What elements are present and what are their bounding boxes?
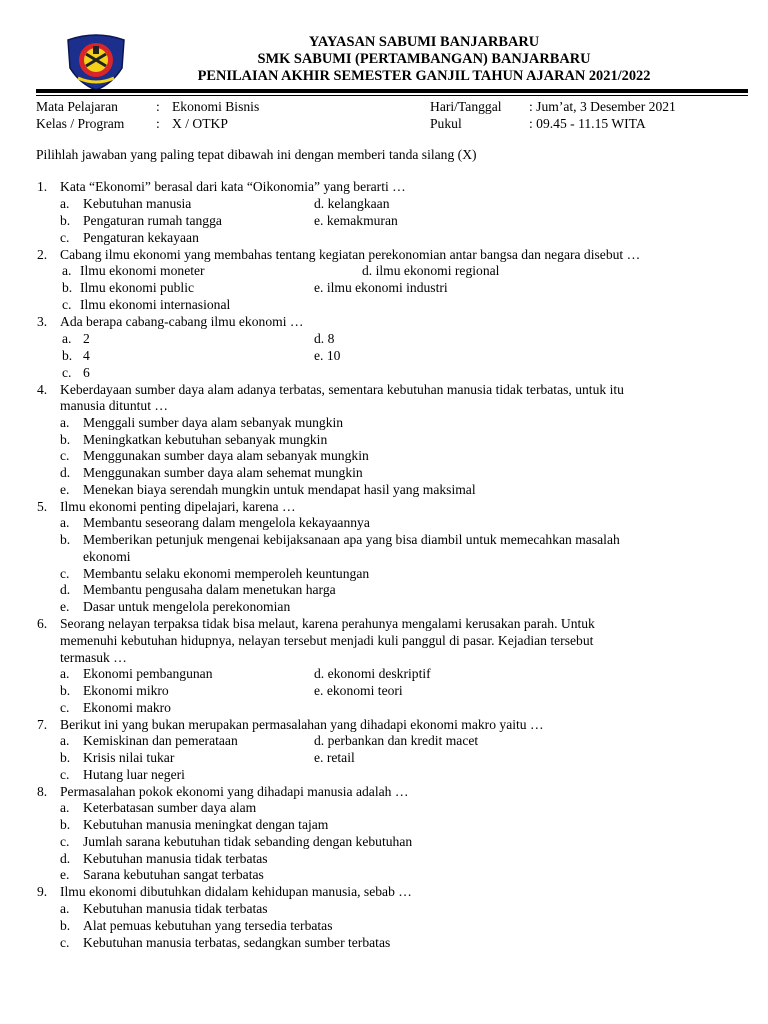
question-number: 4. xyxy=(37,382,48,397)
option-text: Dasar untuk mengelola perekonomian xyxy=(83,599,291,614)
option-text: Kemiskinan dan pemerataan xyxy=(83,733,238,748)
option-letter: b. xyxy=(60,213,71,228)
option-right: d. perbankan dan kredit macet xyxy=(314,733,479,748)
question-text: Cabang ilmu ekonomi yang membahas tentang kegiatan perekonomian antar bangsa dan negara disebut … xyxy=(60,247,641,262)
option-letter: a. xyxy=(60,800,70,815)
option-right: e. 10 xyxy=(314,348,341,363)
question-text: Ilmu ekonomi dibutuhkan didalam kehidupan manusia, sebab … xyxy=(60,884,412,899)
option-text: Sarana kebutuhan sangat terbatas xyxy=(83,867,264,882)
option-letter: c. xyxy=(60,834,70,849)
option-text: Keterbatasan sumber daya alam xyxy=(83,800,257,815)
option-letter: d. xyxy=(60,582,71,597)
option-right: e. kemakmuran xyxy=(314,213,398,228)
option-text: Hutang luar negeri xyxy=(83,767,185,782)
option-text: 4 xyxy=(83,348,90,363)
question-text: memenuhi kebutuhan hidupnya, nelayan tersebut menjadi kuli panggul di pasar. Kejadian tersebut xyxy=(60,633,594,648)
option-text: Ekonomi pembangunan xyxy=(83,666,213,681)
option-text: Kebutuhan manusia terbatas, sedangkan sumber terbatas xyxy=(83,935,391,950)
option-letter: a. xyxy=(60,196,70,211)
option-text: Meningkatkan kebutuhan sebanyak mungkin xyxy=(83,432,328,447)
option-right: d. kelangkaan xyxy=(314,196,390,211)
header-rule-thin xyxy=(36,95,748,96)
question-number: 3. xyxy=(37,314,48,329)
option-letter: b. xyxy=(62,280,73,295)
option-letter: a. xyxy=(60,733,70,748)
option-letter: c. xyxy=(60,230,70,245)
date-label: Hari/Tanggal xyxy=(430,99,502,114)
option-letter: e. xyxy=(60,867,70,882)
question-text: Kata “Ekonomi” berasal dari kata “Oikonomia” yang berarti … xyxy=(60,179,406,194)
question-text: Berikut ini yang bukan merupakan permasalahan yang dihadapi ekonomi makro yaitu … xyxy=(60,717,544,732)
option-text: Ekonomi makro xyxy=(83,700,171,715)
option-text: Membantu pengusaha dalam menetukan harga xyxy=(83,582,336,597)
option-text: Ekonomi mikro xyxy=(83,683,169,698)
class-label: Kelas / Program xyxy=(36,116,125,131)
question-text: termasuk … xyxy=(60,650,127,665)
option-text: Menggunakan sumber daya alam sehemat mungkin xyxy=(83,465,363,480)
option-text: Membantu seseorang dalam mengelola kekayaannya xyxy=(83,515,370,530)
option-letter: e. xyxy=(60,599,70,614)
option-letter: b. xyxy=(60,750,71,765)
option-text: ekonomi xyxy=(83,549,131,564)
instruction-text: Pilihlah jawaban yang paling tepat dibawah ini dengan memberi tanda silang (X) xyxy=(36,147,477,162)
question-number: 7. xyxy=(37,717,48,732)
option-text: Jumlah sarana kebutuhan tidak sebanding dengan kebutuhan xyxy=(83,834,413,849)
option-text: Kebutuhan manusia meningkat dengan tajam xyxy=(83,817,329,832)
class-value: X / OTKP xyxy=(172,116,228,131)
question-text: Ada berapa cabang-cabang ilmu ekonomi … xyxy=(60,314,304,329)
question-number: 6. xyxy=(37,616,48,631)
option-letter: b. xyxy=(60,817,71,832)
option-text: Ilmu ekonomi moneter xyxy=(80,263,205,278)
subject-value: Ekonomi Bisnis xyxy=(172,99,260,114)
option-letter: c. xyxy=(62,365,72,380)
question-number: 2. xyxy=(37,247,48,262)
option-text: Memberikan petunjuk mengenai kebijaksanaan apa yang bisa diambil untuk memecahkan masalah xyxy=(83,532,620,547)
foundation-name: YAYASAN SABUMI BANJARBARU xyxy=(308,34,540,50)
question-text: Seorang nelayan terpaksa tidak bisa melaut, karena perahunya mengalami kerusakan parah. Untuk xyxy=(60,616,595,631)
option-right: d. 8 xyxy=(314,331,335,346)
subject-colon: : xyxy=(156,99,160,114)
school-name: SMK SABUMI (PERTAMBANGAN) BANJARBARU xyxy=(257,51,591,67)
option-text: Kebutuhan manusia tidak terbatas xyxy=(83,901,268,916)
option-text: Menekan biaya serendah mungkin untuk mendapat hasil yang maksimal xyxy=(83,482,476,497)
option-text: Kebutuhan manusia xyxy=(83,196,192,211)
question-text: manusia dituntut … xyxy=(60,398,168,413)
option-letter: a. xyxy=(60,415,70,430)
option-letter: a. xyxy=(60,901,70,916)
option-letter: b. xyxy=(60,683,71,698)
option-letter: d. xyxy=(60,851,71,866)
option-letter: e. xyxy=(60,482,70,497)
subject-label: Mata Pelajaran xyxy=(36,99,118,114)
question-text: Ilmu ekonomi penting dipelajari, karena … xyxy=(60,499,296,514)
option-letter: b. xyxy=(60,532,71,547)
time-value: : 09.45 - 11.15 WITA xyxy=(529,116,646,131)
option-letter: a. xyxy=(62,263,72,278)
option-letter: c. xyxy=(60,448,70,463)
question-number: 5. xyxy=(37,499,48,514)
option-letter: c. xyxy=(60,566,70,581)
question-number: 9. xyxy=(37,884,48,899)
option-letter: b. xyxy=(62,348,73,363)
option-text: Pengaturan kekayaan xyxy=(83,230,199,245)
option-text: Ilmu ekonomi internasional xyxy=(80,297,231,312)
exam-title: PENILAIAN AKHIR SEMESTER GANJIL TAHUN AJARAN 2021/2022 xyxy=(197,68,651,84)
option-text: Membantu selaku ekonomi memperoleh keuntungan xyxy=(83,566,370,581)
option-text: Menggunakan sumber daya alam sebanyak mungkin xyxy=(83,448,369,463)
option-text: Pengaturan rumah tangga xyxy=(83,213,222,228)
option-text: Menggali sumber daya alam sebanyak mungkin xyxy=(83,415,344,430)
option-letter: a. xyxy=(60,666,70,681)
option-letter: c. xyxy=(62,297,72,312)
option-text: 6 xyxy=(83,365,90,380)
option-right: e. ilmu ekonomi industri xyxy=(314,280,448,295)
question-text: Keberdayaan sumber daya alam adanya terbatas, sementara kebutuhan manusia tidak terbatas, untuk itu xyxy=(60,382,624,397)
option-text: Ilmu ekonomi public xyxy=(80,280,195,295)
time-label: Pukul xyxy=(430,116,462,131)
option-text: Alat pemuas kebutuhan yang tersedia terbatas xyxy=(83,918,333,933)
option-right: e. retail xyxy=(314,750,355,765)
option-letter: a. xyxy=(62,331,72,346)
date-value: : Jum’at, 3 Desember 2021 xyxy=(529,99,676,114)
question-text: Permasalahan pokok ekonomi yang dihadapi manusia adalah … xyxy=(60,784,409,799)
option-text: Kebutuhan manusia tidak terbatas xyxy=(83,851,268,866)
option-letter: d. xyxy=(60,465,71,480)
option-right: d. ilmu ekonomi regional xyxy=(362,263,500,278)
class-colon: : xyxy=(156,116,160,131)
option-letter: c. xyxy=(60,935,70,950)
header-rule-thick xyxy=(36,89,748,93)
question-number: 8. xyxy=(37,784,48,799)
option-text: 2 xyxy=(83,331,90,346)
option-right: d. ekonomi deskriptif xyxy=(314,666,431,681)
option-letter: c. xyxy=(60,700,70,715)
option-letter: b. xyxy=(60,432,71,447)
option-right: e. ekonomi teori xyxy=(314,683,403,698)
option-letter: b. xyxy=(60,918,71,933)
option-text: Krisis nilai tukar xyxy=(83,750,175,765)
option-letter: a. xyxy=(60,515,70,530)
option-letter: c. xyxy=(60,767,70,782)
question-number: 1. xyxy=(37,179,48,194)
